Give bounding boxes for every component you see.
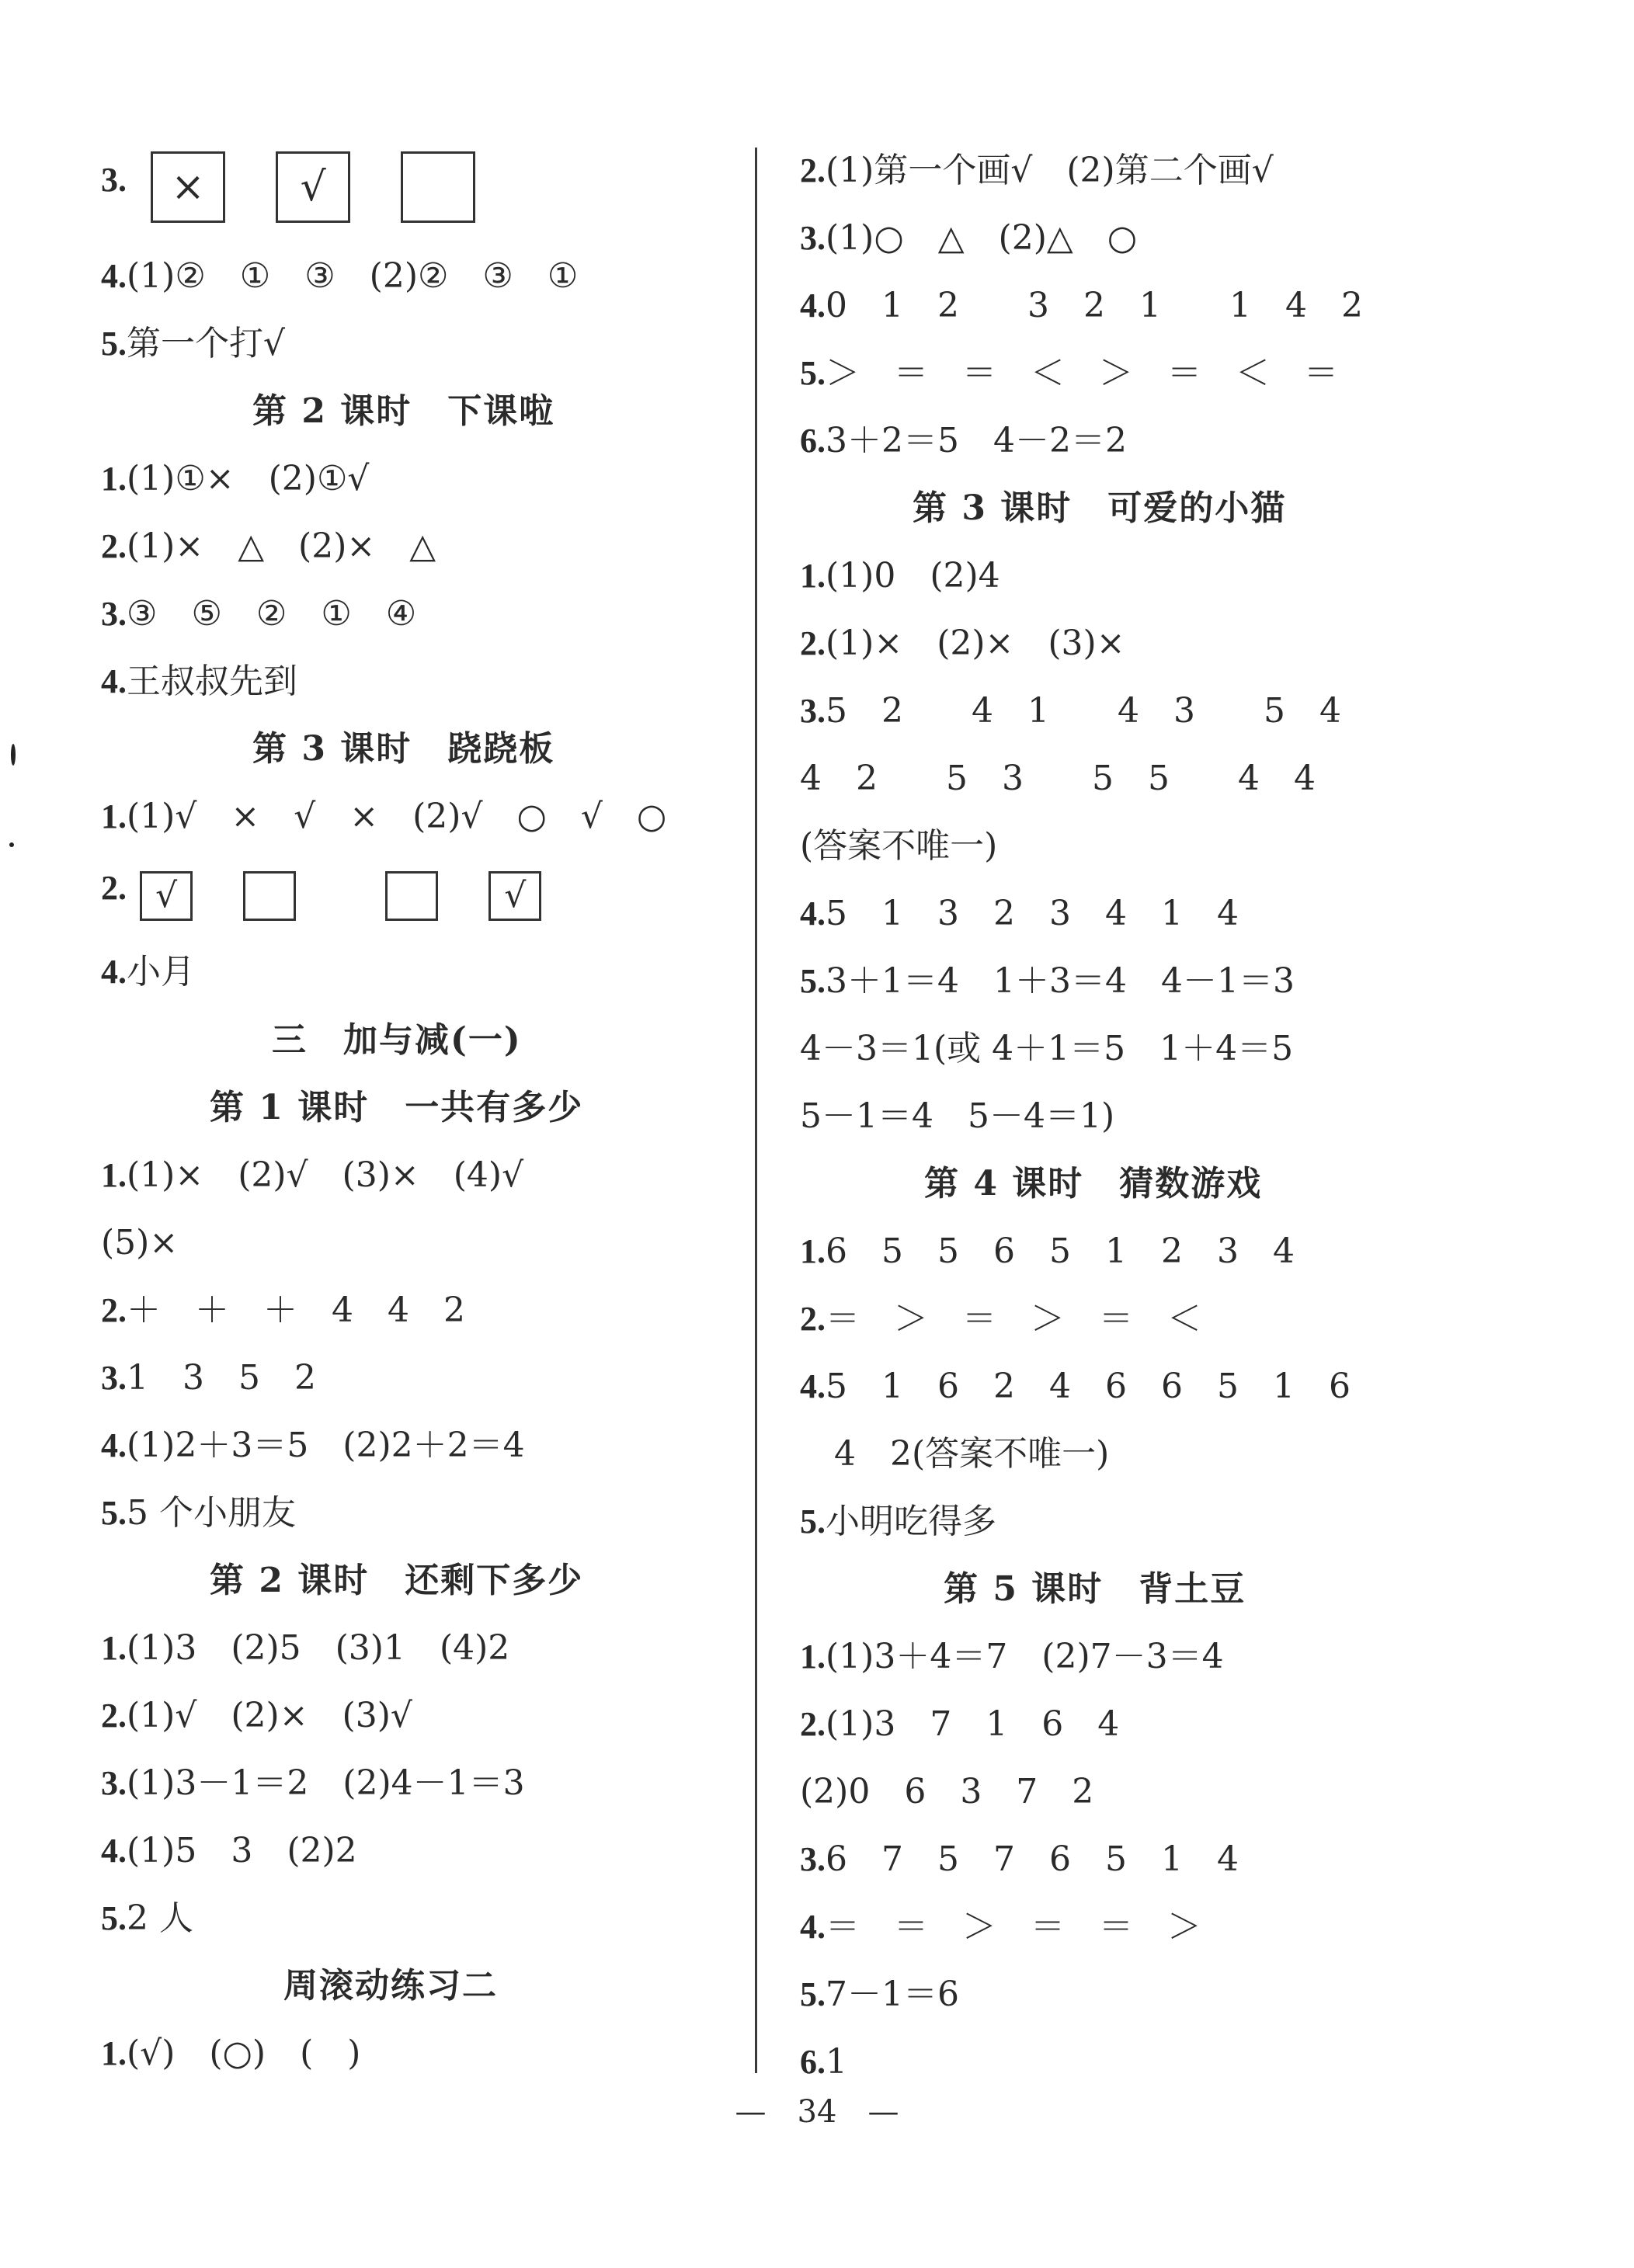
answer-line: 4.(1)5 3 (2)2 <box>101 1831 357 1870</box>
answer-line: 1.(1)√ × √ × (2)√ ○ √ ○ <box>101 797 667 836</box>
answer-line: 5－1＝4 5－4＝1) <box>800 1096 1115 1136</box>
answer-line: 2.(1)第一个画√ (2)第二个画√ <box>800 151 1274 190</box>
section-heading: 第 3 课时 可爱的小猫 <box>913 488 1287 528</box>
answer-box <box>243 871 296 921</box>
answer-line: 5.7－1＝6 <box>800 1975 959 2014</box>
unit-heading: 三 加与减(一) <box>272 1020 522 1060</box>
answer-box <box>401 151 475 223</box>
scan-speck <box>9 842 14 847</box>
answer-line: 4－3＝1(或 4＋1＝5 1＋4＝5 <box>800 1029 1294 1068</box>
answer-line: 5.＞ ＝ ＝ ＜ ＞ ＝ ＜ ＝ <box>800 353 1338 393</box>
section-heading: 周滚动练习二 <box>283 1966 498 2006</box>
answer-line: 2.＋ ＋ ＋ 4 4 2 <box>101 1290 465 1330</box>
answer-line: 3.(1)○ △ (2)△ ○ <box>800 218 1138 258</box>
answer-line: 2.(1)× (2)× (3)× <box>800 623 1125 663</box>
answer-line: 1.(1)0 (2)4 <box>800 556 1000 596</box>
section-heading: 第 1 课时 一共有多少 <box>210 1088 584 1127</box>
answer-line: 5.2 人 <box>101 1898 193 1938</box>
answer-line: 1.(1)× (2)√ (3)× (4)√ <box>101 1155 524 1195</box>
answer-line: 1.(1)①× (2)①√ <box>101 459 370 498</box>
answer-box: × <box>151 151 225 223</box>
q3-box-row <box>101 151 522 223</box>
answer-line: 5.小明吃得多 <box>800 1502 996 1541</box>
answer-line: 4.＝ ＝ ＞ ＝ ＝ ＞ <box>800 1907 1201 1947</box>
column-divider <box>755 148 757 2073</box>
answer-line: 4.0 1 2 3 2 1 1 4 2 <box>800 286 1363 325</box>
answer-line: 4.小月 <box>101 952 195 992</box>
answer-line: 1.6 5 5 6 5 1 2 3 4 <box>800 1231 1295 1271</box>
answer-line: 1.(√) (○) ( ) <box>101 2034 361 2073</box>
section-heading: 第 3 课时 跷跷板 <box>252 729 555 769</box>
scan-speck <box>11 744 16 766</box>
answer-line: 4.5 1 3 2 3 4 1 4 <box>800 894 1239 933</box>
answer-line: 6.3＋2＝5 4－2＝2 <box>800 421 1127 460</box>
answer-line: 3.6 7 5 7 6 5 1 4 <box>800 1839 1239 1879</box>
answer-box <box>385 871 438 921</box>
answer-line: 4.王叔叔先到 <box>101 662 297 701</box>
answer-line: 5.第一个打√ <box>101 324 286 363</box>
answer-line: 3.1 3 5 2 <box>101 1358 316 1398</box>
item-number: 3. <box>101 160 127 199</box>
answer-line: 6.1 <box>800 2042 847 2082</box>
section-heading: 第 2 课时 下课啦 <box>252 391 555 431</box>
answer-line: 4.(1)2＋3＝5 (2)2＋2＝4 <box>101 1426 525 1465</box>
answer-line: (5)× <box>101 1223 179 1263</box>
page-number: — 34 — <box>735 2094 899 2130</box>
answer-line: 3.5 2 4 1 4 3 5 4 <box>800 691 1341 731</box>
answer-box: √ <box>276 151 350 223</box>
answer-line: 3.(1)3－1＝2 (2)4－1＝3 <box>101 1763 525 1803</box>
answer-line: 3.③ ⑤ ② ① ④ <box>101 594 417 634</box>
section-heading: 第 4 课时 猜数游戏 <box>924 1164 1263 1203</box>
answer-line: 2.＝ ＞ ＝ ＞ ＝ ＜ <box>800 1299 1201 1339</box>
answer-line: 5.5 个小朋友 <box>101 1493 296 1533</box>
answer-box: √ <box>488 871 541 921</box>
section-heading: 第 2 课时 还剩下多少 <box>210 1561 584 1600</box>
answer-line: 4 2 5 3 5 5 4 4 <box>800 759 1316 798</box>
answer-line: 5.3＋1＝4 1＋3＝4 4－1＝3 <box>800 961 1295 1001</box>
answer-line: (2)0 6 3 7 2 <box>800 1772 1094 1811</box>
answer-line: 2.(1)3 7 1 6 4 <box>800 1704 1120 1744</box>
answer-box: √ <box>140 871 193 921</box>
answer-line: 2.(1)× △ (2)× △ <box>101 526 436 566</box>
answer-line: 4.5 1 6 2 4 6 6 5 1 6 <box>800 1367 1351 1406</box>
item-number: 2. <box>101 869 127 907</box>
answer-line: (答案不唯一) <box>800 826 998 866</box>
answer-line: 1.(1)3＋4＝7 (2)7－3＝4 <box>800 1637 1224 1676</box>
answer-line: 4 2(答案不唯一) <box>800 1434 1110 1474</box>
answer-line: 1.(1)3 (2)5 (3)1 (4)2 <box>101 1628 510 1668</box>
answer-line: 4.(1)② ① ③ (2)② ③ ① <box>101 256 579 296</box>
section-heading: 第 5 课时 背土豆 <box>944 1569 1246 1609</box>
q2-box-row <box>101 868 588 921</box>
answer-line: 2.(1)√ (2)× (3)√ <box>101 1696 412 1735</box>
